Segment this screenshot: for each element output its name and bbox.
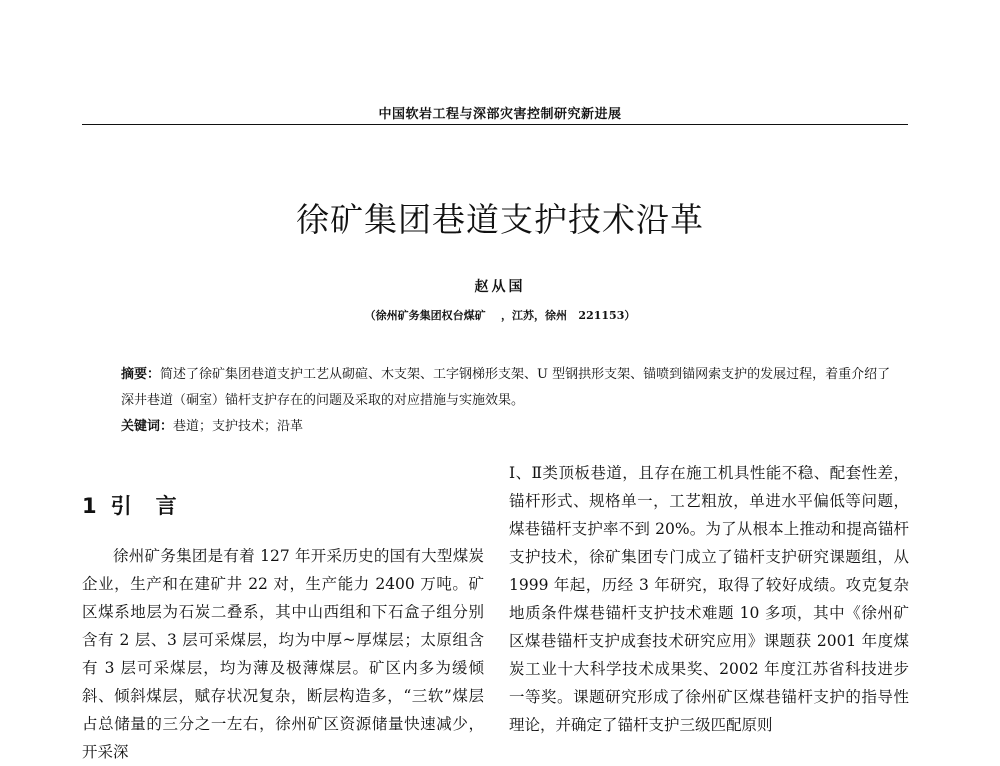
left-column (82, 542, 484, 766)
keywords-text: 巷道；支护技术；沿革 (173, 419, 304, 434)
keywords-label: 关键词： (121, 419, 174, 434)
section-heading (82, 490, 201, 520)
abstract-text: 简述了徐矿集团巷道支护工艺从砌碹、木支架、工字钢梯形支架、U 型钢拱形支架、锚喷到锚网索支护的发展过程，着重介绍了深井巷道（硐室）锚杆支护存在的问题及采取的对应措施与实施效果。 (121, 367, 891, 408)
running-head: 中国软岩工程与深部灾害控制研究新进展 (378, 107, 622, 122)
abstract (121, 362, 901, 414)
right-column-text: Ⅰ、Ⅱ类顶板巷道，且存在施工机具性能不稳、配套性差，锚杆形式、规格单一，工艺粗放，单进水平偏低等问题，煤巷锚杆支护率不到 20%。为了从根本上推动和提高锚杆支护技术，徐矿集团专门成立了锚杆支护研究课题组，从 1999 年起，历经 3 年研究，取得了较好成绩。攻克复杂地质条件煤巷锚杆支护技术难题 10 多项，其中《徐州矿区煤巷锚杆支护成套技术研究应用》课题获 2001 年度煤炭工业十大科学技术成果奖、2002 年度江苏省科技进步一等奖。课题研究形成了徐州矿区煤巷锚杆支护的指导性理论，并确定了锚杆支护三级匹配原则 (509, 464, 909, 734)
author: 赵从国 (474, 279, 526, 295)
right-column (509, 459, 909, 739)
abstract-label: 摘要： (121, 367, 161, 382)
section-title: 引言 (110, 494, 201, 518)
keywords (121, 414, 901, 440)
affiliation: （徐州矿务集团权台煤矿 ，江苏，徐州 221153） (364, 309, 636, 322)
section-number: 1 (82, 494, 97, 518)
abstract-block (121, 362, 901, 440)
left-column-text: 徐州矿务集团是有着 127 年开采历史的国有大型煤炭企业，生产和在建矿井 22 对，生产能力 2400 万吨。矿区煤系地层为石炭二叠系，其中山西组和下石盒子组分别含有 2 层、3 层可采煤层，均为中厚~厚煤层；太原组含有 3 层可采煤层，均为薄及极薄煤层。矿区内多为缓倾斜、倾斜煤层，赋存状况复杂，断层构造多，“三软”煤层占总储量的三分之一左右，徐州矿区资源储量快速减少，开采深 (82, 547, 484, 761)
paper-title: 徐矿集团巷道支护技术沿革 (296, 200, 704, 239)
header-rule (82, 124, 908, 125)
